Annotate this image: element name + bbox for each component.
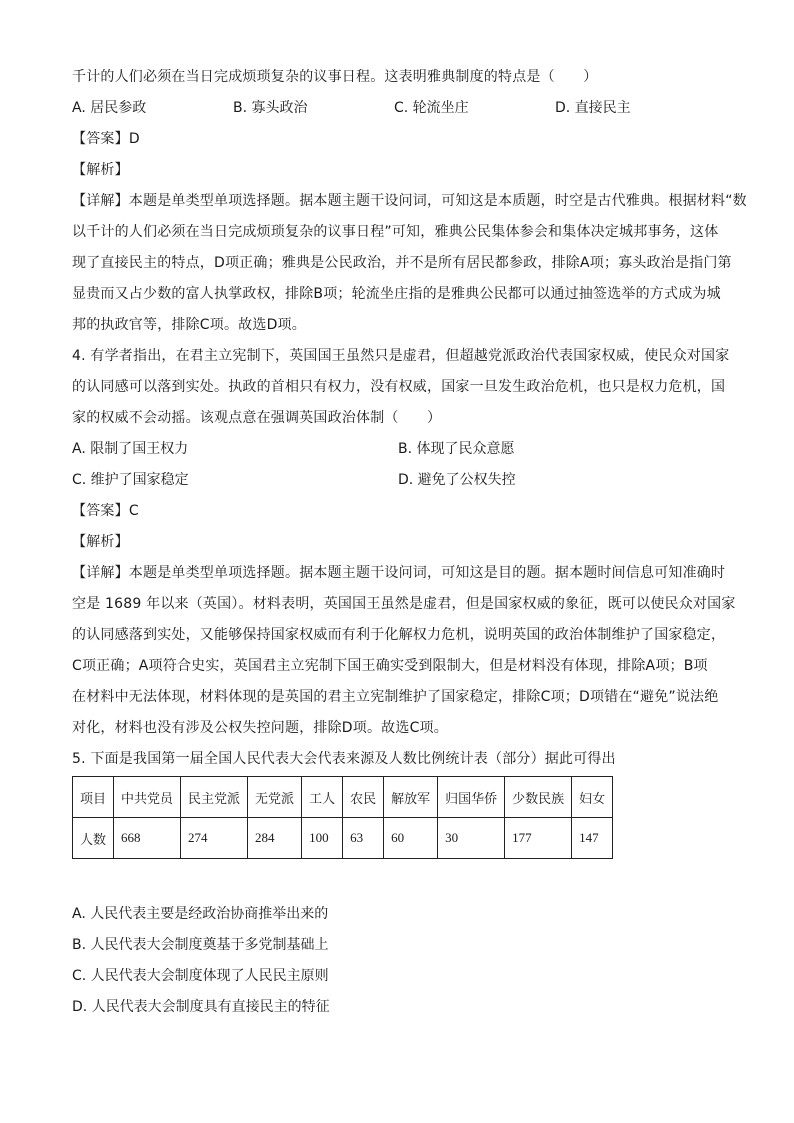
table-header-cell: 项目 bbox=[73, 777, 114, 818]
q3-detail-line: 以千计的人们必须在当日完成烦琐复杂的议事日程”可知，雅典公民集体参会和集体决定城邦事务，这体 bbox=[72, 224, 719, 240]
q4-option-b: B. 体现了民众意愿 bbox=[398, 441, 515, 457]
q4-options-row bbox=[72, 465, 724, 496]
table-cell: 60 bbox=[384, 818, 438, 859]
answer-label: 【答案】 bbox=[72, 131, 129, 147]
q3-option-b: B. 寡头政治 bbox=[233, 100, 308, 116]
q4-stem-line: 家的权威不会动摇。该观点意在强调英国政治体制（ ） bbox=[72, 410, 442, 426]
q4-stem-line: 的认同感可以落到实处。执政的首相只有权力，没有权威，国家一旦发生政治危机，也只是权力危机，国 bbox=[72, 379, 726, 395]
q4-detail-line: C项正确；A项符合史实，英国君主立宪制下国王确实受到限制大，但是材料没有体现，排除A项；B项 bbox=[72, 658, 708, 674]
table-header-cell: 解放军 bbox=[384, 777, 438, 818]
q5-option-c: C. 人民代表大会制度体现了人民民主原则 bbox=[72, 968, 329, 984]
q5-stats-table bbox=[72, 776, 613, 859]
q5-option-d: D. 人民代表大会制度具有直接民主的特征 bbox=[72, 999, 330, 1015]
answer-label: 【答案】 bbox=[72, 503, 129, 519]
q4-option-c: C. 维护了国家稳定 bbox=[72, 472, 189, 488]
table-header-cell: 少数民族 bbox=[505, 777, 572, 818]
q3-option-a: A. 居民参政 bbox=[72, 100, 147, 116]
table-cell: 63 bbox=[343, 818, 384, 859]
table-header-cell: 民主党派 bbox=[181, 777, 248, 818]
q4-detail-line: 的认同感落到实处，又能够保持国家权威而有利于化解权力危机，说明英国的政治体制维护了国家稳定， bbox=[72, 627, 726, 643]
q3-detail-line: 【详解】本题是单类型单项选择题。据本题主题干设问词，可知这是本质题，时空是古代雅典。根据材料“数 bbox=[72, 193, 747, 209]
table-cell: 274 bbox=[181, 818, 248, 859]
q4-detail-line: 空是 1689 年以来（英国）。材料表明，英国国王虽然是虚君，但是国家权威的象征，既可以使民众对国家 bbox=[72, 596, 736, 612]
q3-detail-line: 现了直接民主的特点，D项正确；雅典是公民政治，并不是所有居民都参政，排除A项；寡头政治是指门第 bbox=[72, 255, 732, 271]
q4-answer bbox=[72, 496, 724, 527]
q4-detail-line: 在材料中无法体现，材料体现的是英国的君主立宪制维护了国家稳定，排除C项；D项错在“避免”说法绝 bbox=[72, 689, 719, 705]
q3-analysis-label: 【解析】 bbox=[72, 162, 129, 178]
q4-detail-line: 对化，材料也没有涉及公权失控问题，排除D项。故选C项。 bbox=[72, 720, 448, 736]
table-header-cell: 妇女 bbox=[572, 777, 613, 818]
table-header-cell: 无党派 bbox=[248, 777, 302, 818]
table-cell: 177 bbox=[505, 818, 572, 859]
table-header-cell: 农民 bbox=[343, 777, 384, 818]
q5-stem: 5. 下面是我国第一届全国人民代表大会代表来源及人数比例统计表（部分）据此可得出 bbox=[72, 751, 616, 767]
q3-detail-line: 显贵而又占少数的富人执掌政权，排除B项；轮流坐庄指的是雅典公民都可以通过抽签选举的方式成为城 bbox=[72, 286, 721, 302]
table-cell: 284 bbox=[248, 818, 302, 859]
q3-option-c: C. 轮流坐庄 bbox=[394, 100, 469, 116]
table-cell: 30 bbox=[438, 818, 505, 859]
q3-detail-line: 邦的执政官等，排除C项。故选D项。 bbox=[72, 317, 306, 333]
q5-option-a: A. 人民代表主要是经政治协商推举出来的 bbox=[72, 906, 329, 922]
table-header-cell: 中共党员 bbox=[114, 777, 181, 818]
q3-options bbox=[72, 93, 724, 124]
table-cell: 人数 bbox=[73, 818, 114, 859]
q4-option-a: A. 限制了国王权力 bbox=[72, 441, 189, 457]
q5-option-b: B. 人民代表大会制度奠基于多党制基础上 bbox=[72, 937, 329, 953]
table-header-cell: 工人 bbox=[302, 777, 343, 818]
q4-analysis-label: 【解析】 bbox=[72, 534, 129, 550]
table-cell: 100 bbox=[302, 818, 343, 859]
table-header-row bbox=[73, 777, 613, 818]
q4-detail-line: 【详解】本题是单类型单项选择题。据本题主题干设问词，可知这是目的题。据本题时间信息可知准确时 bbox=[72, 565, 726, 581]
q4-stem-line: 4. 有学者指出，在君主立宪制下，英国国王虽然只是虚君，但超越党派政治代表国家权威，使民众对国家 bbox=[72, 348, 730, 364]
q4-options-row bbox=[72, 434, 724, 465]
q4-option-d: D. 避免了公权失控 bbox=[398, 472, 516, 488]
q3-answer bbox=[72, 124, 724, 155]
table-row bbox=[73, 818, 613, 859]
table-cell: 147 bbox=[572, 818, 613, 859]
table-header-cell: 归国华侨 bbox=[438, 777, 505, 818]
answer-value: C bbox=[128, 503, 139, 519]
document-page bbox=[72, 62, 747, 1023]
table-cell: 668 bbox=[114, 818, 181, 859]
q5-options bbox=[72, 899, 724, 1023]
answer-value: D bbox=[128, 131, 140, 147]
q3-option-d: D. 直接民主 bbox=[555, 100, 631, 116]
q3-stem: 千计的人们必须在当日完成烦琐复杂的议事日程。这表明雅典制度的特点是（ ） bbox=[72, 69, 598, 85]
